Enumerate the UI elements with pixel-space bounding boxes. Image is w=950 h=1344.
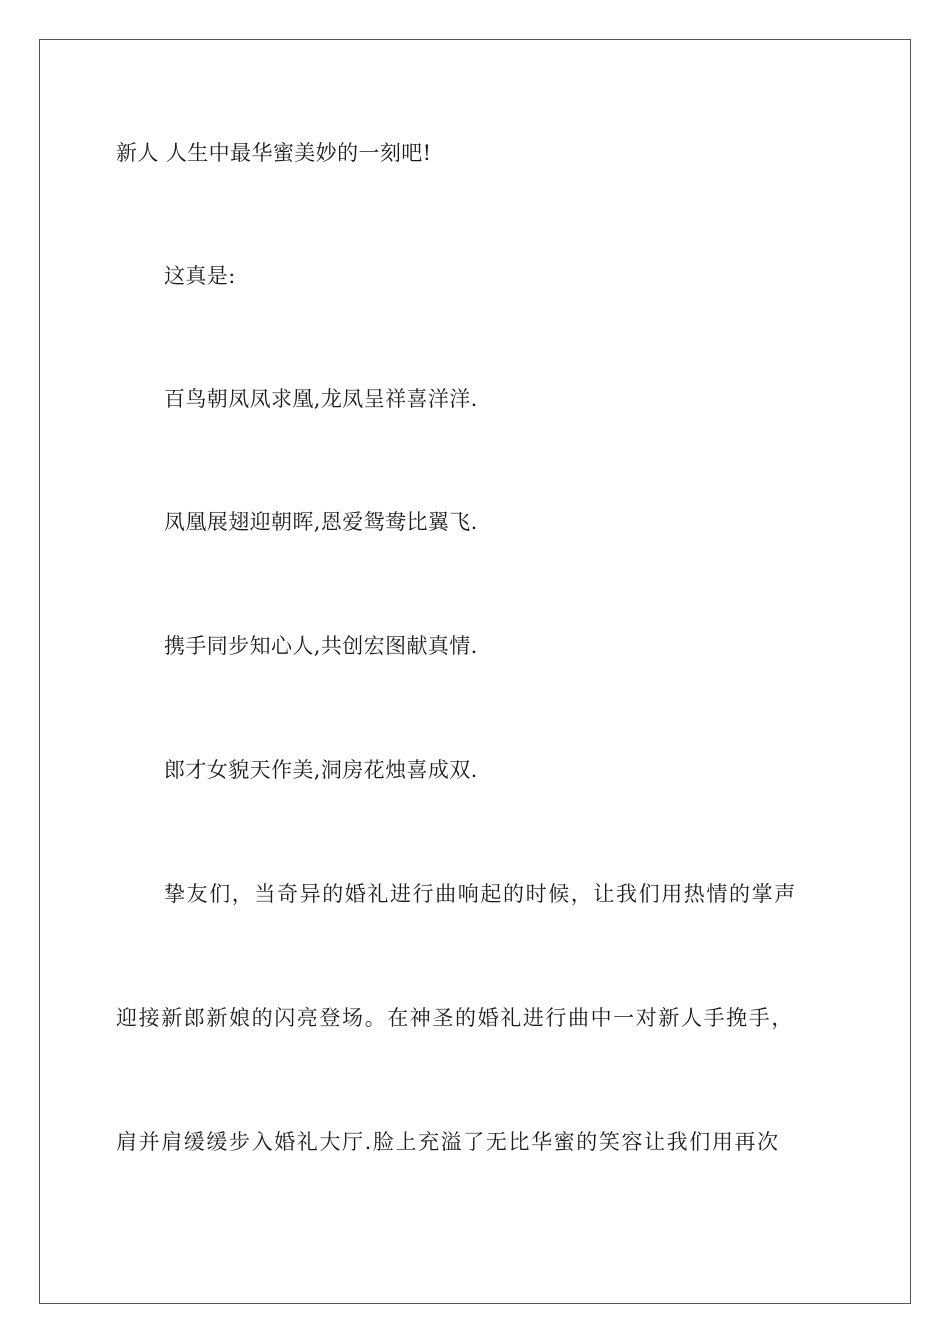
text-line-7: 挚友们，当奇异的婚礼进行曲响起的时候，让我们用热情的掌声 <box>164 882 797 906</box>
text-line-3: 百鸟朝凤凤求凰,龙凤呈祥喜洋洋. <box>164 387 478 411</box>
text-line-6: 郎才女貌天作美,洞房花烛喜成双. <box>164 758 478 782</box>
text-line-4: 凤凰展翅迎朝晖,恩爱鸳鸯比翼飞. <box>164 510 478 534</box>
text-line-5: 携手同步知心人,共创宏图献真情. <box>164 634 478 658</box>
text-line-2: 这真是: <box>164 264 236 288</box>
page-border <box>39 39 911 1304</box>
text-line-8: 迎接新郎新娘的闪亮登场。在神圣的婚礼进行曲中一对新人手挽手， <box>116 1006 794 1030</box>
text-line-9: 肩并肩缓缓步入婚礼大厅.脸上充溢了无比华蜜的笑容让我们用再次 <box>116 1130 780 1154</box>
text-line-1: 新人 人生中最华蜜美妙的一刻吧! <box>116 141 432 165</box>
